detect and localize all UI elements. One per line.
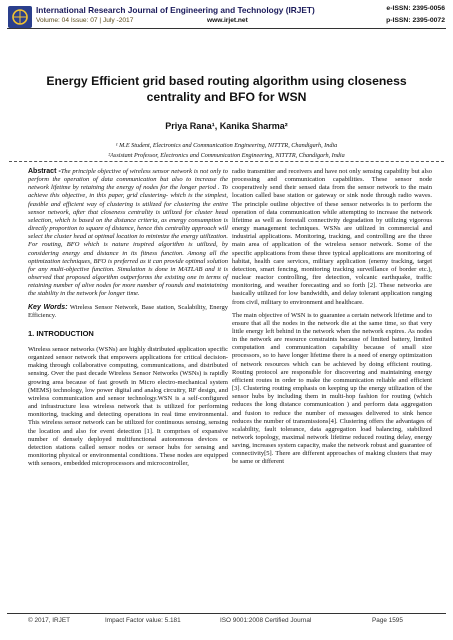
header-divider <box>7 28 446 29</box>
left-column <box>28 168 228 473</box>
affiliation-2: ²Assistant Professor, Electronics and Communication Engineering, NITTTR, Chandigarh, India <box>108 152 345 159</box>
intro-paragraph-2: radio transmitter and receivers and have not only sensing capability but also processing and communication capabilities. These sensor node cooperatively send their sensed data from the sensor network to the main location called base station or gateway or sink node through radio waves. The principle outline objective of these sensor networks is to perform the operation of data communication while attempting to increase the network lifetime as well as forestall connectivity degradation by utilizing vigorous energy management techniques. WSNs are utilized in commercial and industrial applications. Monitoring, tracking, and controlling are the three main area of application of the wireless sensor network. Some of the specific applications from these three typical applications are monitoring of habitat, health care services, military application (enemy tracking, target detection, smart fencing, monitoring tracking surveillance of border etc.), nuclear reactor controlling, fire detection, volcanic earthquake, traffic monitoring, and weather forecasting and so forth [2]. These networks are basically utilized for low bandwidth, and delay tolerant application ranging from civil, military to environment and healthcare. <box>232 168 432 306</box>
footer-copyright: © 2017, IRJET <box>28 617 71 624</box>
eissn: e-ISSN: 2395-0056 <box>386 5 445 12</box>
paper-title: Energy Efficient grid based routing algorithm using closeness centrality and BFO for WSN <box>46 74 407 104</box>
intro-paragraph-3: The main objective of WSN is to guarantee a certain network lifetime and to ensure that all the nodes in the network die at the same time, so that very little energy left behind in the network when the network expires. As nodes in the network are resource constraints because of limited battery, limited computation and communication capability because of small size processors, so to have longer lifetime there is a need of energy optimization of network resources which can be achieved by doing efficient routing. Routing protocol are responsible for discovering and maintaining energy efficient routes in order to make the communication reliable and efficient [3]. Clustering routing emphasis on keeping up the energy utilization of the sensor hubs by including them in multi-hop fashion for routing (which reduces the long distance communication ) and perform data aggregation and fusion to reduce the number of messages delivered to sink hence reduces the number of transmissions[4]. Clustering offers the advantages of scalability, fault tolerance, data aggregation load balancing, stabilized network topology, maximal network lifetime reduced routing delay, energy saving, increases system capacity, make the network robust and guarantee of connectivity[5]. There are different approaches of making clusters that may be same or different <box>232 311 432 466</box>
right-column <box>232 168 432 472</box>
abstract-heading: Abstract - <box>28 168 61 175</box>
keywords <box>28 304 228 320</box>
keywords-text: Wireless Sensor Network, Base station, Scalability, Energy Efficiency. <box>28 303 228 319</box>
journal-url[interactable]: www.irjet.net <box>207 17 248 24</box>
pissn: p-ISSN: 2395-0072 <box>386 17 445 24</box>
journal-logo <box>8 6 32 28</box>
footer-impact: Impact Factor value: 5.181 <box>105 617 181 624</box>
abstract <box>28 168 228 299</box>
journal-volume: Volume: 04 Issue: 07 | July -2017 <box>36 17 134 24</box>
journal-title: International Research Journal of Engineering and Technology (IRJET) <box>36 5 315 15</box>
section-divider <box>9 161 444 162</box>
intro-paragraph-1: Wireless sensor networks (WSNs) are highly distributed application specific organized sensor network that empowers applications for critical decision-making through collaborative computing, communications, and distributed sensing. Over the past decade Wireless Sensor Networks (WSNs) is rapidly growing area because of fast growth in Micro electro-mechanical system (MEMS) technology, low power digital and analog circuitry, RF design, and wireless communication and sensor technology.WSN is a self-configured and infrastructure less wireless network that is utilized for performing monitoring, tracking and detecting operations in real time environmental. This wireless sensor network can be utilized for continuous sensing, sensing the location and also for event detection [1]. It comprises of expansive number of densely deployed multifunctional autonomous devices or detection stations called sensor nodes or sensor hubs for sensing and monitoring physical or environmental conditions. These nodes are equipped with sensors, embedded microprocessors and microcontroller, <box>28 345 228 468</box>
abstract-text: The principle objective of wireless sensor network is not only to perform the operation of data communication but also to increase the network lifetime by retaining the energy of nodes for the longer period . To achieve this objective, in this paper, grid clustering- which is the simplest, feasible and efficient way of clustering is utilized for clustering the entire sensor network, after that closeness centrality is utilized for cluster head selection, which is based on the distance criteria, as energy consumption is directly proportion to square of distance, hence this centrality approach will select the cluster head at optimal location to minimize the energy utilization. For routing, BFO which is nature inspired algorithm is utilized, by considering energy and distance in its fitness function. Among all the optimization techniques, BFO is preferred as it can provide optimal solution for any multi-objective function. Simulation is done in MATLAB and it is observed that proposed algorithm outperforms the existing one in terms of retaining number of alive nodes for more number of rounds and maintaining the stability in the network for longer time. <box>28 168 228 298</box>
footer-page: Page 1595 <box>372 617 403 624</box>
footer-iso: ISO 9001:2008 Certified Journal <box>220 617 312 624</box>
paper-authors: Priya Rana¹, Kanika Sharma² <box>165 121 288 131</box>
affiliation-1: ¹ M.E Student, Electronics and Communication Engineering, NITTTR, Chandigarh, India <box>115 142 338 149</box>
intro-heading: 1. INTRODUCTION <box>28 328 94 338</box>
keywords-heading: Key Words: <box>28 303 68 311</box>
footer-divider <box>7 613 446 614</box>
